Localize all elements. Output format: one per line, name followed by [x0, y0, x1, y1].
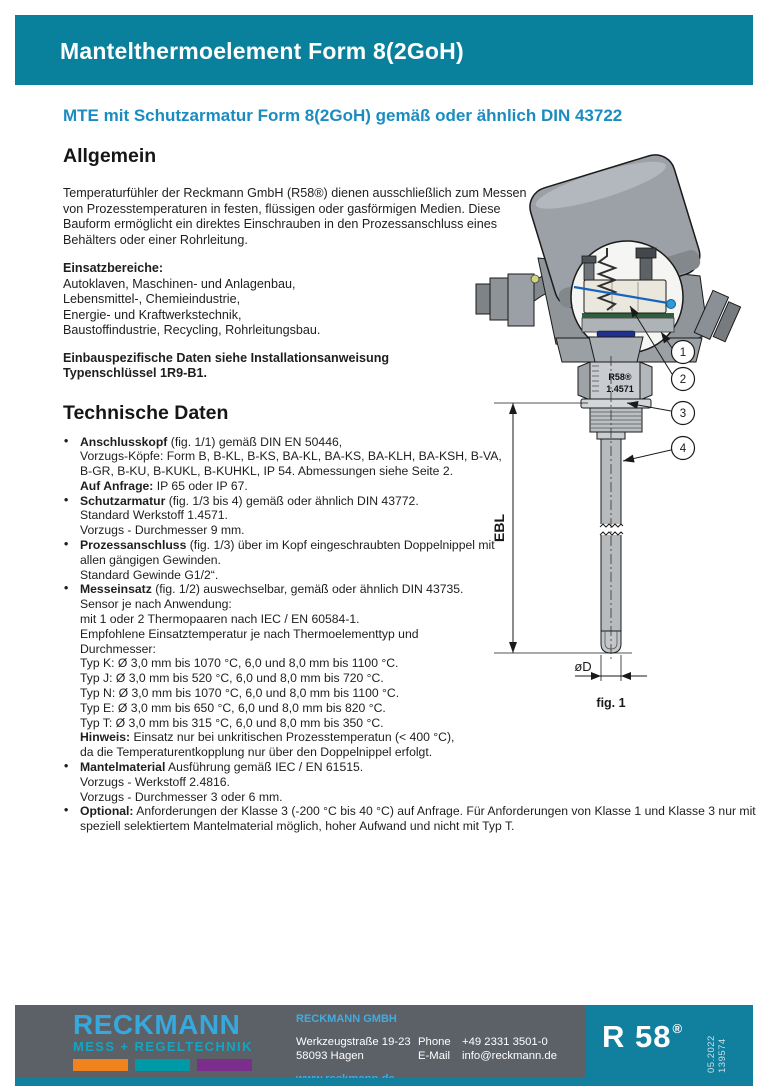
email-label: E-Mail	[418, 1050, 451, 1062]
thermocouple-drawing	[474, 148, 766, 720]
paragraph-line: Behälters oder einer Rohrleitung.	[63, 232, 248, 247]
ebl-label: EBL	[491, 514, 507, 542]
areas-line: Autoklaven, Maschinen- und Anlagenbau,	[63, 276, 296, 291]
footer-accent-strip	[15, 1078, 753, 1086]
bullet-icon: •	[64, 581, 69, 596]
paragraph-line: Bauform ermöglicht ein direktes Einschrauben in den Prozessanschluss eines	[63, 217, 498, 231]
cable-gland	[476, 274, 534, 326]
svg-text:2: 2	[679, 374, 687, 386]
address-street: Werkzeugstraße 19-23	[296, 1036, 411, 1048]
section-heading-technische-daten: Technische Daten	[63, 401, 229, 424]
logo-color-bars	[73, 1059, 253, 1071]
seal-ring	[597, 331, 635, 337]
areas-line: Energie- und Kraftwerkstechnik,	[63, 307, 242, 322]
diameter-label: øD	[574, 659, 592, 674]
footer-bar	[15, 1005, 585, 1078]
svg-text:4: 4	[679, 443, 687, 455]
document-meta	[707, 1009, 729, 1073]
logo-bar-teal	[135, 1059, 190, 1071]
list-item-schutzarmatur: • Schutzarmatur (fig. 1/3 bis 4) gemäß oder ähnlich DIN 43772. Standard Werkstoff 1.4571. Vorzugs - Durchmesser 9 mm.	[64, 492, 419, 538]
areas-label: Einsatzbereiche:	[63, 261, 164, 275]
neck-taper	[589, 337, 643, 362]
list-item-anschlusskopf: • Anschlusskopf (fig. 1/1) gemäß DIN EN 50446, Vorzugs-Köpfe: Form B, B-KL, B-KS, BA-KL, BA-KS, BA-KLH, BA-KSH, B-VA, B-GR, B-KU, B-KUKL, B-KUHKL, IP 54. Abmessungen siehe Seite 2. Auf Anfrage: IP 65 oder IP 67.	[64, 433, 502, 493]
bullet-icon: •	[64, 759, 69, 774]
callout-1	[672, 341, 695, 364]
email-address[interactable]: info@reckmann.de	[462, 1050, 557, 1062]
callout-2	[672, 368, 695, 391]
contact-info	[296, 1012, 557, 1086]
process-thread	[590, 408, 642, 432]
header-bar	[15, 15, 753, 85]
phone-label: Phone	[418, 1036, 451, 1048]
areas-line: Baustoffindustrie, Recycling, Rohrleitungsbau.	[63, 323, 321, 337]
logo-bar-orange	[73, 1059, 128, 1071]
section-heading-allgemein: Allgemein	[63, 145, 157, 167]
hex-marking-material: 1.4571	[606, 384, 634, 394]
svg-text:3: 3	[679, 408, 687, 420]
doc-date: 05.2022	[706, 1035, 717, 1073]
company-logo	[73, 1011, 253, 1086]
phone-number: +49 2331 3501-0	[462, 1036, 548, 1048]
address-city: 58093 Hagen	[296, 1050, 364, 1062]
thermocouple-figure	[474, 148, 766, 720]
collar	[581, 399, 651, 408]
hex-marking-brand: R58®	[608, 372, 632, 382]
list-item-messeinsatz: • Messeinsatz (fig. 1/2) auswechselbar, gemäß oder ähnlich DIN 43735. Sensor je nach Anwendung: mit 1 oder 2 Thermopaaren nach IEC / EN 60584-1. Empfohlene Einsatztemperatur je nach Thermoelementtyp und Durchmesser: Typ K: Ø 3,0 mm bis 1070 °C, 6,0 und 8,0 mm bis 1100 °C. Typ J: Ø 3,0 mm bis 520 °C, 6,0 und 8,0 mm bis 720 °C. Typ N: Ø 3,0 mm bis 1070 °C, 6,0 und 8,0 mm bis 1100 °C. Typ E: Ø 3,0 mm bis 650 °C, 6,0 und 8,0 mm bis 820 °C. Typ T: Ø 3,0 mm bis 315 °C, 6,0 und 8,0 mm bis 350 °C. Hinweis: Einsatz nur bei unkritischen Prozesstemperatun (< 400 °C), da die Temperaturentkopplung nur über den Doppelnippel erfolgt.	[64, 581, 464, 760]
wire-tip-dot	[667, 300, 676, 309]
areas-line: Lebensmittel-, Chemieindustrie,	[63, 292, 241, 306]
hex-nut	[578, 362, 652, 400]
list-item-mantelmaterial: • Mantelmaterial Ausführung gemäß IEC / EN 61515. Vorzugs - Werkstoff 2.4816. Vorzugs - Durchmesser 3 oder 6 mm.	[64, 759, 364, 804]
paragraph-line: Temperaturfühler der Reckmann GmbH (R58®) dienen ausschließlich zum Messen	[63, 186, 527, 200]
bullet-icon: •	[64, 433, 69, 448]
note-line: Einbauspezifische Daten siehe Installationsanweisung	[63, 350, 390, 365]
hinge-screw	[531, 275, 539, 283]
doc-number: 139574	[716, 1038, 728, 1073]
bullet-icon: •	[64, 537, 69, 552]
page-title: Mantelthermoelement Form 8(2GoH)	[60, 38, 464, 64]
document-subtitle: MTE mit Schutzarmatur Form 8(2GoH) gemäß oder ähnlich DIN 43722	[63, 106, 623, 125]
list-item-prozessanschluss: • Prozessanschluss (fig. 1/3) über im Kopf eingeschraubten Doppelnippel mit allen gängigen Gewinden. Standard Gewinde G1/2“.	[64, 537, 495, 582]
list-item-optional: • Optional: Anforderungen der Klasse 3 (-200 °C bis 40 °C) auf Anfrage. Für Anforderungen von Klasse 1 und Klasse 3 nur mit speziell selektiertem Mantelmaterial möglich, hoher Aufwand und nicht mit Typ T.	[64, 803, 756, 834]
logo-bar-purple	[197, 1059, 252, 1071]
company-name: RECKMANN GMBH	[296, 1013, 397, 1025]
callout-4	[672, 437, 695, 460]
brand-logo: R 58®	[602, 1019, 684, 1054]
logo-wordmark: RECKMANN	[73, 1009, 241, 1040]
brand-panel	[585, 1005, 753, 1078]
bullet-icon: •	[64, 492, 69, 507]
paragraph-line: von Prozesstemperaturen in festen, flüssigen oder gasförmigen Medien. Diese	[63, 201, 501, 216]
bullet-icon: •	[64, 803, 69, 818]
logo-subline: MESS + REGELTECHNIK	[73, 1039, 253, 1054]
note-line: Typenschlüssel 1R9-B1.	[63, 366, 207, 380]
svg-text:1: 1	[679, 347, 687, 359]
figure-caption: fig. 1	[596, 696, 626, 710]
registered-mark: ®	[672, 1020, 684, 1036]
callout-3	[672, 402, 695, 425]
